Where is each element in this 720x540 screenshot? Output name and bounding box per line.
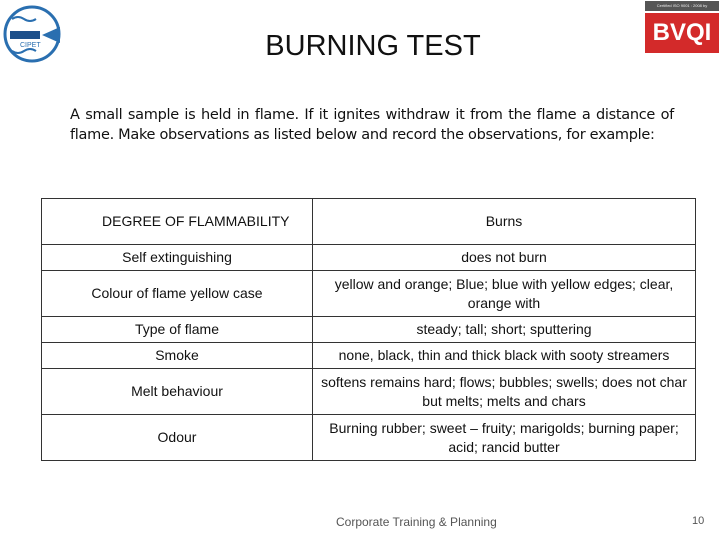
property-cell: Smoke bbox=[42, 343, 313, 369]
observation-cell: does not burn bbox=[313, 245, 696, 271]
header-cell: Burns bbox=[313, 199, 696, 245]
slide-title: BURNING TEST bbox=[265, 30, 481, 62]
page-number: 10 bbox=[692, 515, 705, 527]
property-cell: Self extinguishing bbox=[42, 245, 313, 271]
observation-cell: none, black, thin and thick black with sooty streamers bbox=[313, 343, 696, 369]
header-cell: DEGREE OF FLAMMABILITY bbox=[42, 199, 313, 245]
table-row bbox=[42, 271, 696, 317]
table-row bbox=[42, 245, 696, 271]
table-row bbox=[42, 317, 696, 343]
observation-cell: steady; tall; short; sputtering bbox=[313, 317, 696, 343]
footer-text: Corporate Training & Planning bbox=[336, 515, 497, 529]
table-row bbox=[42, 369, 696, 415]
flammability-table bbox=[41, 198, 696, 461]
observation-cell: Burning rubber; sweet – fruity; marigolds; burning paper; acid; rancid butter bbox=[313, 415, 696, 461]
observation-cell: yellow and orange; Blue; blue with yellow edges; clear, orange with bbox=[313, 271, 696, 317]
table-row bbox=[42, 415, 696, 461]
table-header-row bbox=[42, 199, 696, 245]
property-cell: Type of flame bbox=[42, 317, 313, 343]
intro-paragraph: A small sample is held in flame. If it ignites withdraw it from the flame a distance of flame. Make observations as listed below and record the observations, for example: bbox=[70, 107, 674, 143]
svg-text:CIPET: CIPET bbox=[20, 42, 41, 49]
bvqi-logo: Certified ISO 9001 : 2008 by BVQI bbox=[645, 1, 719, 54]
observation-cell: softens remains hard; flows; bubbles; swells; does not char but melts; melts and chars bbox=[313, 369, 696, 415]
property-cell: Odour bbox=[42, 415, 313, 461]
property-cell: Melt behaviour bbox=[42, 369, 313, 415]
property-cell: Colour of flame yellow case bbox=[42, 271, 313, 317]
table-row bbox=[42, 343, 696, 369]
